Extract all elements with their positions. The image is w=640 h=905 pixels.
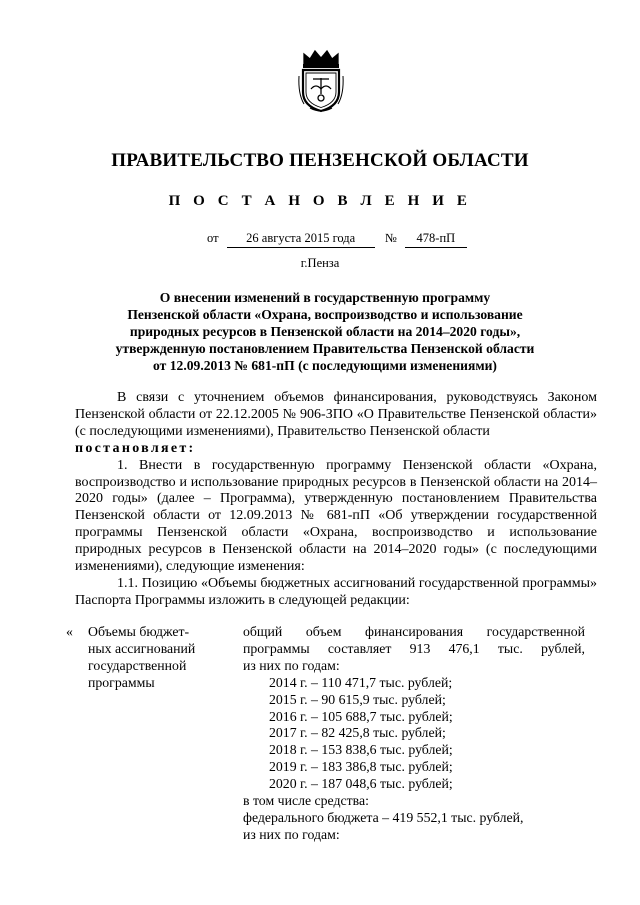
date-number-line: [207, 231, 467, 248]
item-1-paragraph: 1. Внести в государственную программу Пензенской области «Охрана, воспроизводство и использование природных ресурсов в Пензенской области на 2014–2020 годы» (далее – Программа), утвержденную постановлением Правительства Пензенской области от 12.09.2013 № 681-пП «Об утверждении государственной программы Пензенской области «Охрана, воспроизводство и использование природных ресурсов в Пензенской области на 2014–2020 годы» (с последующими изменениями), следующие изменения:: [75, 457, 597, 575]
document-type: П О С Т А Н О В Л Е Н И Е: [168, 193, 472, 209]
title-line: Пензенской области «Охрана, воспроизводство и использование: [127, 307, 523, 322]
year-amount: 2017 г. – 82 425,8 тыс. рублей;: [269, 725, 446, 741]
federal-budget-line: федерального бюджета – 419 552,1 тыс. рублей,: [243, 809, 524, 825]
item-1-1-paragraph: 1.1. Позицию «Объемы бюджетных ассигнований государственной программы» Паспорта Программы изложить в следующей редакции:: [75, 575, 597, 608]
number-sign: №: [384, 231, 397, 245]
city: г.Пенза: [300, 256, 340, 270]
including-label: в том числе средства:: [243, 793, 369, 809]
passport-right-cell: [243, 624, 585, 844]
decree-date: 26 августа 2015 года: [227, 231, 375, 248]
left-cell-line: ных ассигнований: [88, 640, 196, 656]
decree-title: [100, 289, 550, 374]
left-cell-line: Объемы бюджет-: [88, 624, 190, 639]
title-line: О внесении изменений в государственную программу: [159, 290, 491, 305]
year-amount: 2019 г. – 183 386,8 тыс. рублей;: [269, 759, 453, 775]
year-amount: 2018 г. – 153 838,6 тыс. рублей;: [269, 742, 453, 758]
year-amount: 2015 г. – 90 615,9 тыс. рублей;: [269, 691, 446, 707]
total-line: общий объем финансирования государственной: [243, 624, 585, 639]
open-quote: «: [66, 624, 73, 639]
title-line: от 12.09.2013 № 681-пП (с последующими изменениями): [153, 358, 497, 373]
decree-body: [75, 390, 597, 610]
title-line: утвержденную постановлением Правительства Пензенской области: [115, 341, 535, 356]
coat-of-arms-emblem: [296, 48, 346, 114]
decree-number: 478-пП: [405, 231, 467, 248]
by-years-label: из них по годам:: [243, 657, 340, 673]
intro-paragraph: В связи с уточнением объемов финансирования, руководствуясь Законом Пензенской области от 22.12.2005 № 906-ЗПО «О Правительстве Пензенской области» (с последующими изменениями), Правительство Пензенской области: [75, 390, 597, 439]
year-amount: 2020 г. – 187 048,6 тыс. рублей;: [269, 776, 453, 792]
title-line: природных ресурсов в Пензенской области на 2014–2020 годы»,: [129, 324, 521, 339]
total-line: программы составляет 913 476,1 тыс. рублей,: [243, 640, 585, 656]
year-amount: 2016 г. – 105 688,7 тыс. рублей;: [269, 708, 453, 724]
by-years-label: из них по годам:: [243, 826, 340, 842]
passport-left-cell: [88, 624, 216, 692]
date-prefix: от: [207, 231, 219, 245]
left-cell-line: программы: [88, 674, 155, 690]
left-cell-line: государственной: [88, 657, 187, 673]
resolves-word: постановляет:: [75, 440, 196, 456]
government-name: ПРАВИТЕЛЬСТВО ПЕНЗЕНСКОЙ ОБЛАСТИ: [111, 150, 529, 171]
year-amount: 2014 г. – 110 471,7 тыс. рублей;: [269, 674, 453, 690]
